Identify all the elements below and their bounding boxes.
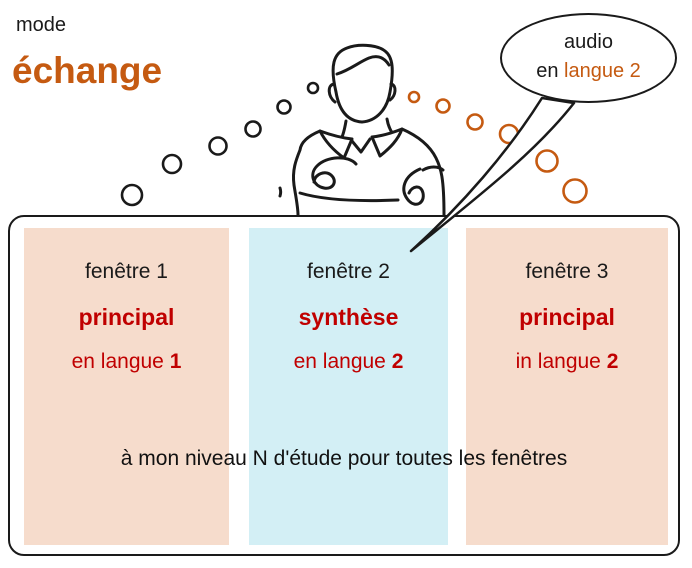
window-card-1 bbox=[24, 228, 229, 545]
footer-note: à mon niveau N d'étude pour toutes les fenêtres bbox=[120, 447, 568, 470]
page-title: échange bbox=[12, 50, 163, 91]
window-language bbox=[24, 348, 229, 376]
window-language-number: 2 bbox=[606, 350, 619, 373]
window-language-number: 2 bbox=[391, 350, 404, 373]
window-language-number: 1 bbox=[169, 350, 182, 373]
window-content-type: principal bbox=[519, 304, 615, 330]
speech-bubble-line1: audio bbox=[564, 31, 613, 53]
window-language-prefix: en langue bbox=[293, 350, 392, 373]
window-card-2 bbox=[249, 228, 448, 545]
speech-bubble-language: langue 2 bbox=[564, 60, 641, 82]
speech-bubble-line2-prefix: en bbox=[536, 60, 565, 82]
window-language-prefix: en langue bbox=[71, 350, 170, 373]
window-card-3 bbox=[466, 228, 668, 545]
window-content-type: principal bbox=[78, 304, 175, 330]
windows-panel bbox=[8, 215, 680, 556]
thought-trail-left-icon bbox=[122, 83, 318, 205]
person-sketch-icon bbox=[280, 45, 444, 215]
window-language bbox=[249, 348, 448, 376]
window-name: fenêtre 1 bbox=[85, 260, 168, 283]
window-name: fenêtre 3 bbox=[525, 260, 609, 283]
window-name: fenêtre 2 bbox=[307, 260, 390, 283]
mode-label: mode bbox=[16, 14, 67, 36]
window-language-prefix: in langue bbox=[515, 350, 607, 373]
speech-bubble bbox=[500, 13, 677, 103]
thought-trail-right-icon bbox=[409, 92, 587, 203]
window-content-type: synthèse bbox=[298, 304, 399, 330]
speech-bubble-line2 bbox=[502, 57, 675, 86]
window-language bbox=[466, 348, 668, 376]
